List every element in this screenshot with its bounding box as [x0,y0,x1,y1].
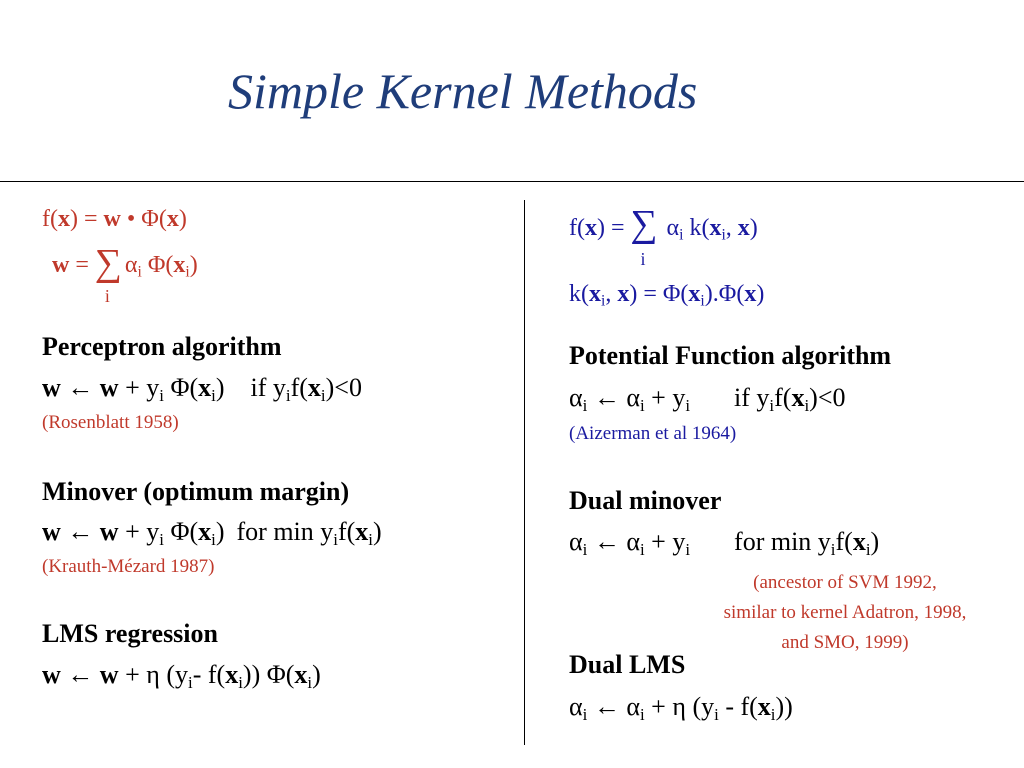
note-line: (ancestor of SVM 1992, [753,572,937,593]
sum-symbol: ∑ [630,203,658,245]
rule-minover: w ← $w + y_i$ $\Phi(x_i)$ for $\min y_if(x_i)$ [42,517,382,550]
citation-rosenblatt: (Rosenblatt 1958) [42,412,179,433]
sum-symbol: ∑ [94,242,122,284]
section-heading-minover: Minover (optimum margin) [42,477,350,506]
rule-dual-minover: $\alpha_i$ ← $\alpha_i + y_i$ for $\min y_if(x_i)$ [569,527,880,560]
column-divider [524,200,525,745]
title-divider [0,181,1024,182]
formula-kernel-definition: $k(x_i$, $x) = \Phi(x_i).\Phi(x)$ [569,281,765,310]
formula-f-w-phi: f(x) = w • Φ(x) [42,206,187,232]
formula-f-kernel-sum: f(x) = ∑ i $\alpha_i$ $k(x_i$, x) [569,203,758,269]
page-title: Simple Kernel Methods [228,63,698,119]
note-line: similar to kernel Adatron, 1998, [723,602,967,623]
citation-krauth: (Krauth-Mézard 1987) [42,556,215,577]
rule-lms: w ← w + η ($y_i-$ $f(x_i)$) $\Phi(x_i)$ [42,660,321,693]
section-heading-perceptron: Perceptron algorithm [42,332,282,361]
rule-potential-function: $\alpha_i$ ← $\alpha_i + y_i$ if $y_if(x_i)<0$ [569,383,846,416]
formula-w-sum: w = ∑ i $\alpha_i$ $\Phi(x_i)$ [52,242,198,306]
note-svm-history [660,568,1024,658]
rule-perceptron: w ← $w + y_i$ $\Phi(x_i)$ if $y_if(x_i)<0$ [42,373,362,406]
note-line: and SMO, 1999) [781,632,909,653]
section-heading-lms: LMS regression [42,619,218,648]
rule-dual-lms: $\alpha_i$ ← $\alpha_i + \eta$ $(y_i - f(x_i))$ [569,692,793,725]
citation-aizerman: (Aizerman et al 1964) [569,423,737,444]
section-heading-dual-minover: Dual minover [569,486,722,515]
section-heading-dual-lms: Dual LMS [569,650,686,679]
section-heading-potential-function: Potential Function algorithm [569,341,892,370]
